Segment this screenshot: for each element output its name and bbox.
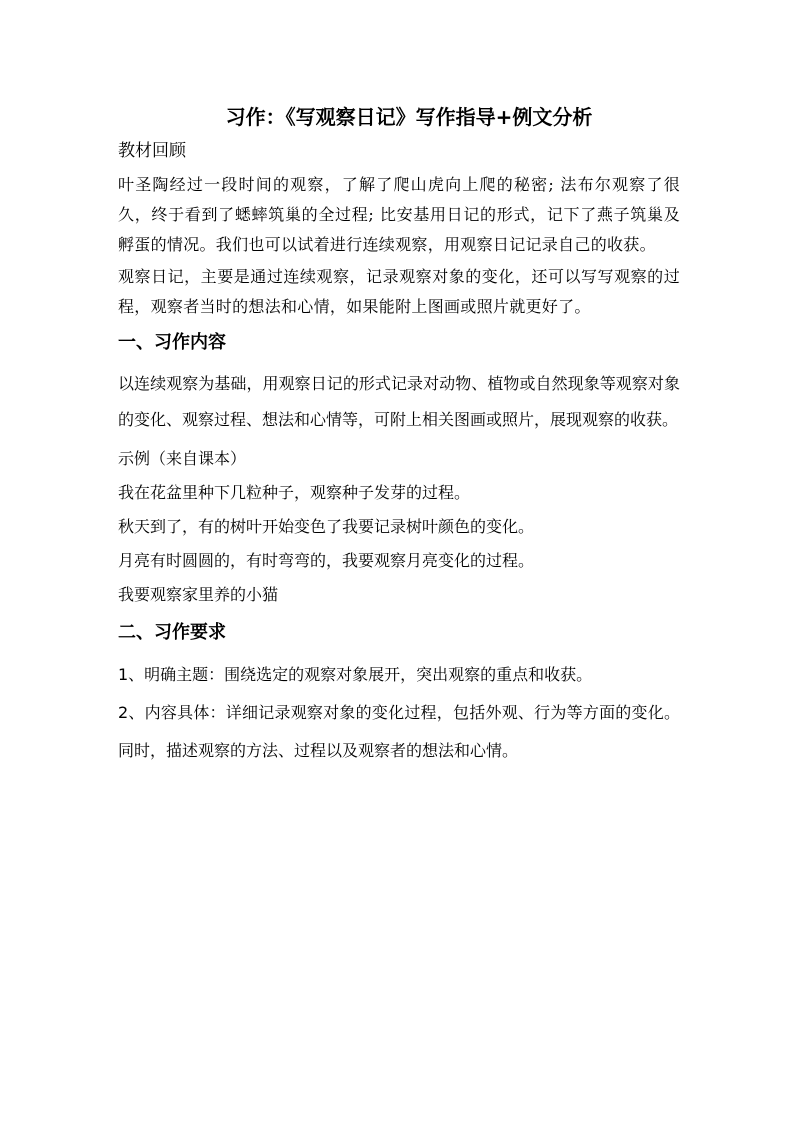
section-heading-content: 一、习作内容	[118, 332, 226, 353]
example-label: 示例（来自课本）	[118, 449, 247, 468]
requirement-item: 2、内容具体：详细记录观察对象的变化过程，包括外观、行为等方面的变化。同时，描述观察的方法、过程以及观察者的想法和心情。	[118, 703, 680, 760]
example-item: 我在花盆里种下几粒种子，观察种子发芽的过程。	[118, 483, 471, 502]
example-item: 秋天到了，有的树叶开始变色了我要记录树叶颜色的变化。	[118, 517, 535, 536]
requirement-item: 1、明确主题：围绕选定的观察对象展开，突出观察的重点和收获。	[118, 665, 593, 684]
review-paragraph-1: 叶圣陶经过一段时间的观察，了解了爬山虎向上爬的秘密; 法布尔观察了很久，终于看到了蟋蟀筑巢的全过程; 比安基用日记的形式，记下了燕子筑巢及孵蛋的情况。我们也可以试着进行连续观察，用观察日记记录自己的收获。	[118, 175, 680, 254]
example-item: 我要观察家里养的小猫	[118, 585, 279, 604]
section-heading-requirements: 二、习作要求	[118, 622, 226, 643]
document-page	[118, 100, 680, 770]
review-paragraph-2: 观察日记，主要是通过连续观察，记录观察对象的变化，还可以写写观察的过程，观察者当时的想法和心情，如果能附上图画或照片就更好了。	[118, 267, 680, 316]
section-content-body: 以连续观察为基础，用观察日记的形式记录对动物、植物或自然现象等观察对象的变化、观察过程、想法和心情等，可附上相关图画或照片，展现观察的收获。	[118, 374, 680, 429]
example-item: 月亮有时圆圆的，有时弯弯的，我要观察月亮变化的过程。	[118, 551, 535, 570]
review-label: 教材回顾	[118, 141, 186, 161]
document-title: 习作：《写观察日记》写作指导+例文分析	[225, 105, 593, 129]
